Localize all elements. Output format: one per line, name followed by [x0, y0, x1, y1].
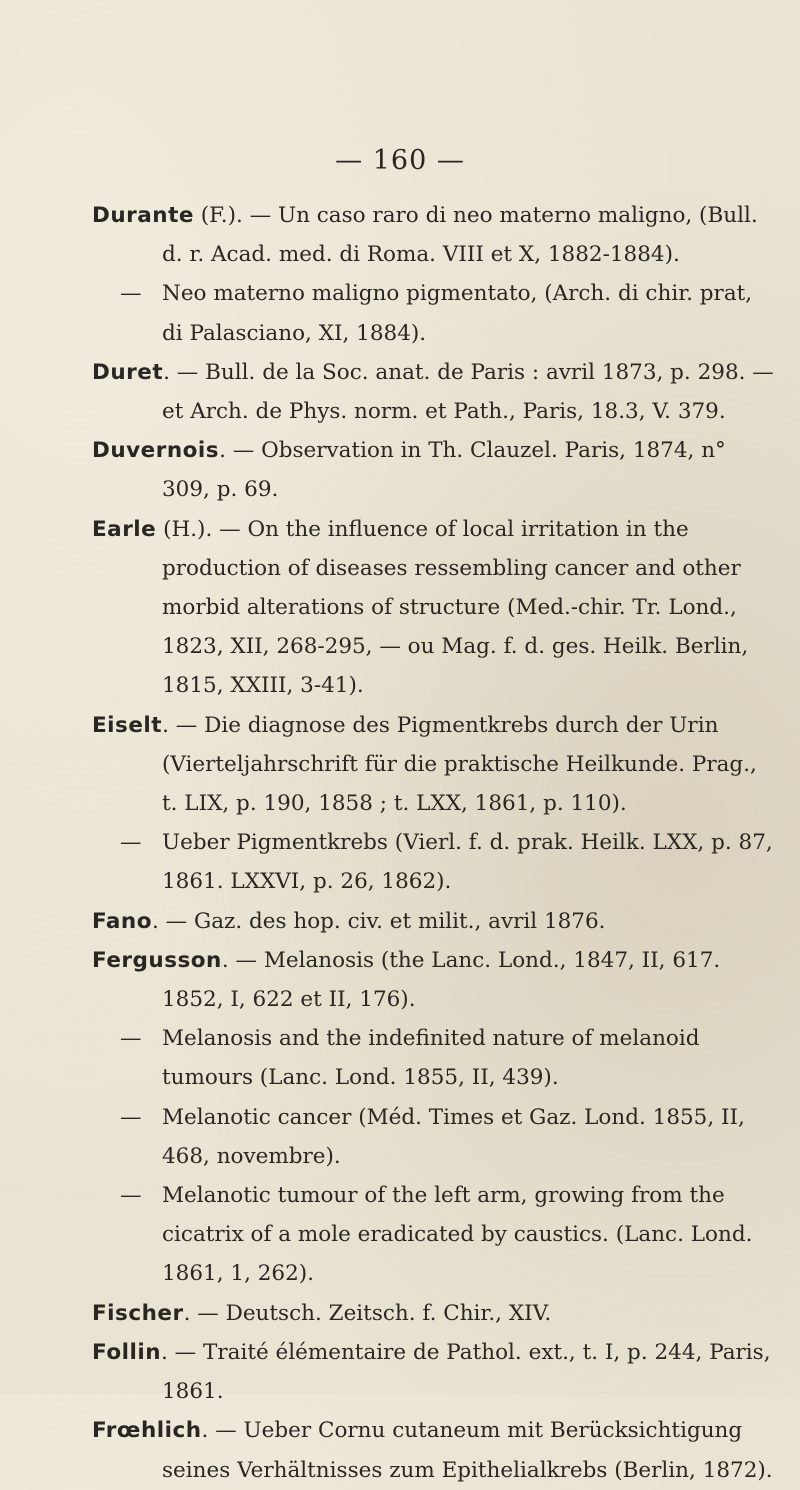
bibliography-entry [92, 706, 777, 824]
bibliography-entry [92, 196, 777, 274]
bibliography-entry [92, 1333, 777, 1411]
entry-author: Earle [92, 516, 157, 542]
bibliography-entry [92, 1098, 777, 1176]
entry-author: Duret [92, 359, 164, 385]
entry-text: . — Melanosis (the Lanc. Lond., 1847, II, 617. 1852, I, 622 et II, 176). [162, 947, 721, 1013]
bibliography-entry [92, 1294, 777, 1333]
bibliography-entry [92, 902, 777, 941]
bibliography-entry [92, 1176, 777, 1294]
bibliography-entry [92, 274, 777, 352]
entry-text: Melanotic cancer (Méd. Times et Gaz. Lond. 1855, II, 468, novembre). [162, 1104, 745, 1169]
bibliography-entry [92, 941, 777, 1019]
entry-author: Fano [92, 908, 153, 934]
bibliography-entry [92, 823, 777, 901]
bibliography-entry [92, 431, 777, 509]
entry-text: (F.). — Un caso raro di neo materno maligno, (Bull. d. r. Acad. med. di Roma. VIII et X, 1882-1884). [162, 203, 758, 268]
entry-dash: — [120, 1104, 142, 1130]
entry-author: Fischer [92, 1300, 184, 1326]
entry-author: Follin [92, 1339, 162, 1365]
entry-author: Fergusson [92, 947, 222, 973]
entry-author: Durante [92, 203, 194, 228]
entry-text: Melanotic tumour of the left arm, growing from the cicatrix of a mole eradicated by caustics. (Lanc. Lond. 1861, 1, 262). [162, 1183, 753, 1287]
bibliography-entry [92, 1019, 777, 1097]
page-number: — 160 — [335, 145, 465, 176]
entry-text: Melanosis and the indefinited nature of melanoid tumours (Lanc. Lond. 1855, II, 439). [162, 1026, 700, 1091]
bibliography-entry [92, 510, 777, 706]
entry-text: Neo materno maligno pigmentato, (Arch. di chir. prat, di Palasciano, XI, 1884). [162, 281, 753, 346]
entry-text: Ueber Pigmentkrebs (Vierl. f. d. prak. Heilk. LXX, p. 87, 1861. LXXVI, p. 26, 1862). [162, 830, 773, 895]
bibliography-entry [92, 353, 777, 431]
entry-author: Duvernois [92, 438, 220, 464]
entry-text: (H.). — On the influence of local irritation in the production of diseases ressembling cancer and other morbid alterations of structure (Med.-chir. Tr. Lond., 1823, XII, 268-295, — ou Mag. f. d. ges. Heilk. Berlin, 1815, XXIII, 3-41). [156, 516, 749, 699]
entry-text: . — Deutsch. Zeitsch. f. Chir., XIV. [183, 1300, 552, 1326]
entry-text: . — Observation in Th. Clauzel. Paris, 1874, n° 309, p. 69. [162, 438, 726, 503]
entry-text: . — Bull. de la Soc. anat. de Paris : avril 1873, p. 298. — et Arch. de Phys. norm. et Path., Paris, 18.3, V. 379. [162, 359, 774, 425]
entry-dash: — [120, 281, 142, 307]
entry-author: Frœhlich [92, 1418, 202, 1444]
entry-author: Eiselt [92, 712, 163, 738]
entry-text: . — Die diagnose des Pigmentkrebs durch der Urin (Vierteljahrschrift für die praktische Heilkunde. Prag., t. LIX, p. 190, 1858 ; t. LXX, 1861, p. 110). [162, 712, 757, 817]
entry-text: . — Gaz. des hop. civ. et milit., avril 1876. [152, 908, 606, 934]
entry-text: . — Ueber Cornu cutaneum mit Berücksichtigung seines Verhältnisses zum Epithelialkrebs (Berlin, 1872). [162, 1418, 773, 1483]
bibliography-list [92, 196, 777, 1490]
entry-text: . — Traité élémentaire de Pathol. ext., t. I, p. 244, Paris, 1861. [161, 1339, 771, 1405]
bibliography-entry [92, 1411, 777, 1489]
entry-dash: — [120, 1026, 142, 1052]
entry-dash: — [120, 830, 142, 856]
entry-dash: — [120, 1183, 142, 1209]
